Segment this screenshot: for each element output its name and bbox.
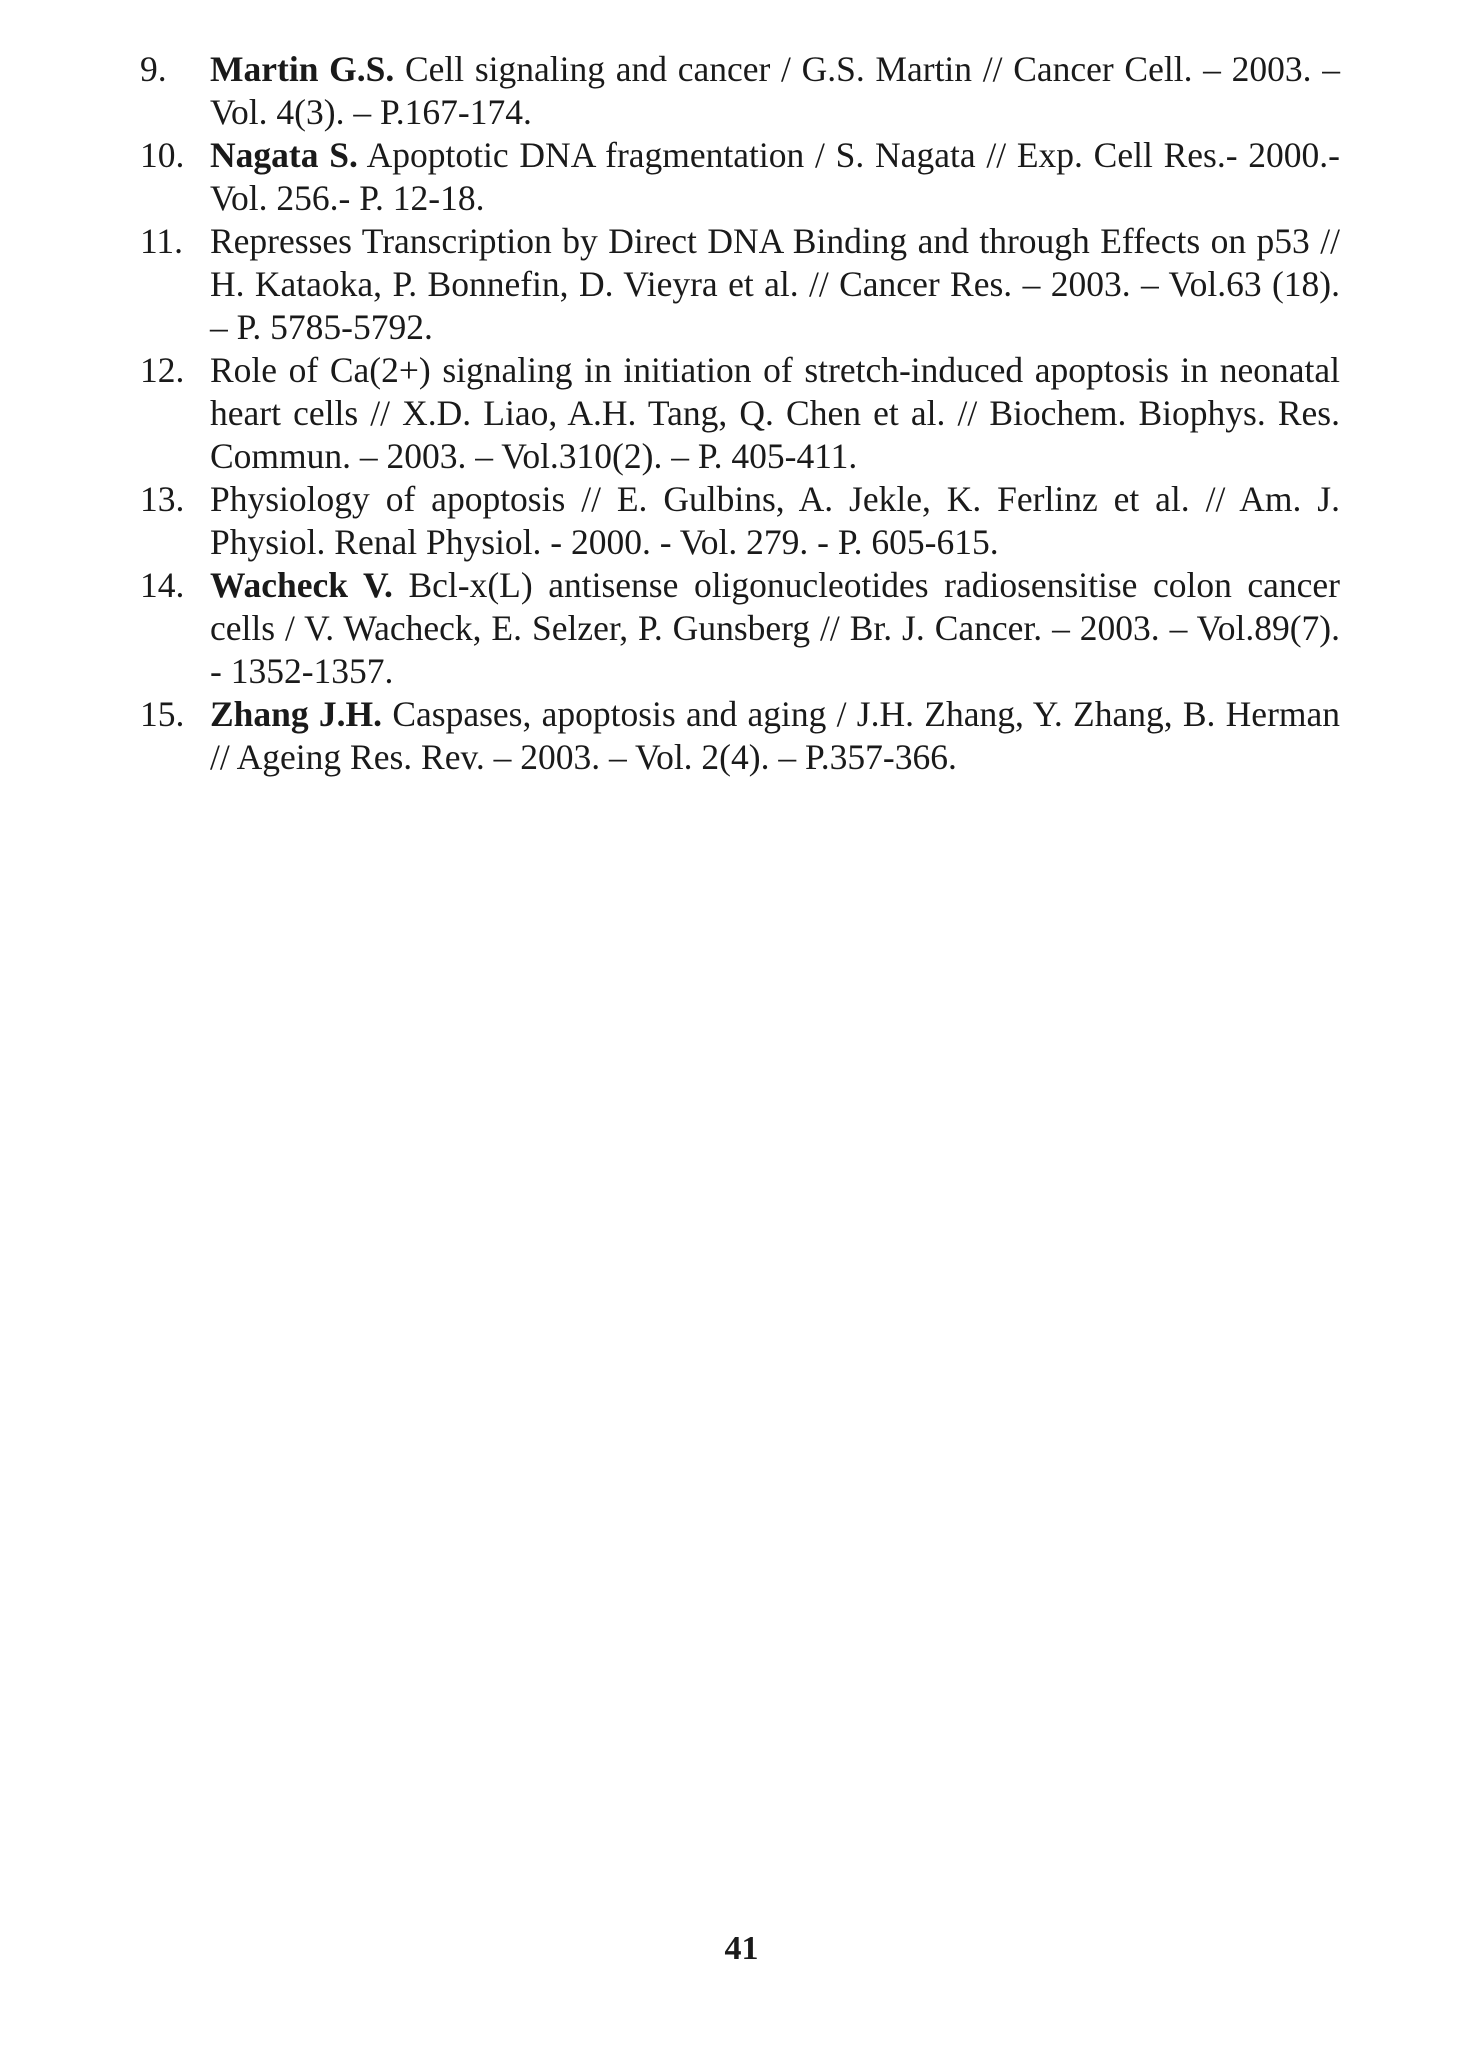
reference-number: 13. xyxy=(140,479,185,519)
reference-number: 14. xyxy=(140,565,185,605)
reference-item xyxy=(140,478,1340,564)
reference-author: Martin G.S. xyxy=(210,49,395,89)
page-number: 41 xyxy=(724,1930,759,1967)
reference-number: 10. xyxy=(140,135,185,175)
reference-list xyxy=(140,48,1340,779)
reference-text: Role of Ca(2+) signaling in initiation of stretch-induced apoptosis in neonatal heart cells // X.D. Liao, A.H. Tang, Q. Chen et al. // Biochem. Biophys. Res. Commun. – 2003. – Vol.310(2). – P. 405-411. xyxy=(210,350,1340,476)
reference-number: 11. xyxy=(140,221,184,261)
reference-author: Zhang J.H. xyxy=(210,694,383,734)
reference-text: Caspases, apoptosis and aging / J.H. Zhang, Y. Zhang, B. Herman // Ageing Res. Rev. – 2003. – Vol. 2(4). – P.357-366. xyxy=(210,694,1341,777)
reference-text: Represses Transcription by Direct DNA Binding and through Effects on p53 // H. Kataoka, P. Bonnefin, D. Vieyra et al. // Cancer Res. – 2003. – Vol.63 (18). – P. 5785-5792. xyxy=(210,221,1340,347)
reference-item xyxy=(140,564,1340,693)
reference-item xyxy=(140,220,1340,349)
reference-item xyxy=(140,693,1340,779)
reference-item xyxy=(140,48,1340,134)
reference-item xyxy=(140,134,1340,220)
reference-text: Cell signaling and cancer / G.S. Martin // Cancer Cell. – 2003. – Vol. 4(3). – P.167-174. xyxy=(210,49,1340,132)
reference-number: 12. xyxy=(140,350,185,390)
reference-number: 9. xyxy=(140,49,167,89)
reference-text: Physiology of apoptosis // E. Gulbins, A. Jekle, K. Ferlinz et al. // Am. J. Physiol. Renal Physiol. - 2000. - Vol. 279. - P. 605-615. xyxy=(210,479,1340,562)
reference-number: 15. xyxy=(140,694,185,734)
reference-author: Nagata S. xyxy=(210,135,358,175)
reference-text: Apoptotic DNA fragmentation / S. Nagata // Exp. Cell Res.- 2000.- Vol. 256.- P. 12-18. xyxy=(210,135,1341,218)
reference-author: Wacheck V. xyxy=(210,565,393,605)
reference-item xyxy=(140,349,1340,478)
reference-text: Bcl-x(L) antisense oligonucleotides radiosensitise colon cancer cells / V. Wacheck, E. Selzer, P. Gunsberg // Br. J. Cancer. – 2003. – Vol.89(7). - 1352-1357. xyxy=(210,565,1341,691)
